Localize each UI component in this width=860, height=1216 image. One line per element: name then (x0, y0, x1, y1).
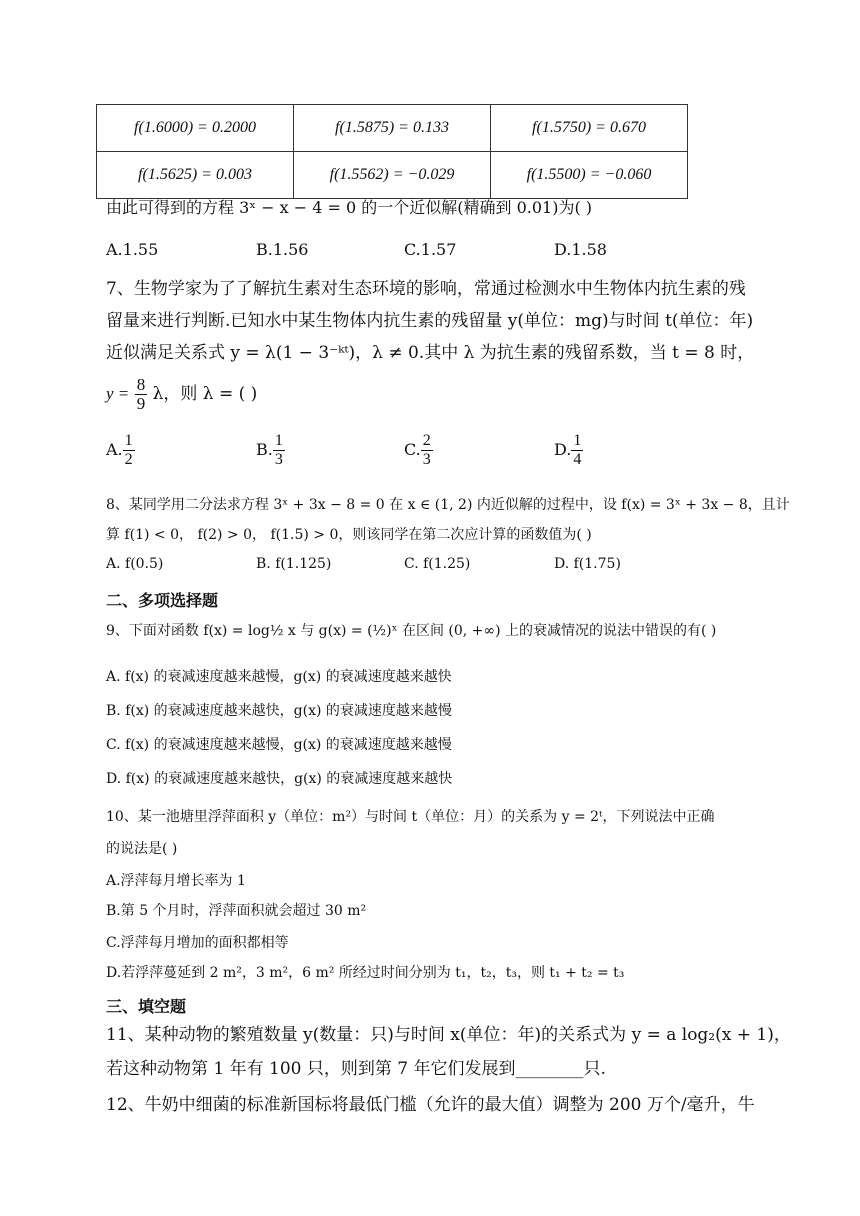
q10-option-b: B.第 5 个月时，浮萍面积就会超过 30 m² (106, 903, 367, 919)
value-table (96, 104, 688, 199)
q8-line-1: 8、某同学用二分法求方程 3ˣ + 3x − 8 = 0 在 x ∈ (1, 2) 内近似解的过程中，设 f(x) = 3ˣ + 3x − 8，且计 (106, 497, 790, 513)
q9-option-c: C. f(x) 的衰减速度越来越慢，g(x) 的衰减速度越来越慢 (106, 737, 452, 753)
fraction-numerator: 1 (274, 432, 283, 449)
q7-option-a (106, 432, 135, 469)
q7-y-eq: y = (106, 384, 130, 403)
option-letter: A. (106, 440, 123, 459)
option-letter: C. (404, 440, 421, 459)
table-row (97, 105, 688, 152)
q6-option-d: D.1.58 (554, 240, 607, 259)
section-heading-fill-blank: 三、填空题 (106, 997, 187, 1016)
q7-line-1: 7、生物学家为了了解抗生素对生态环境的影响，常通过检测水中生物体内抗生素的残 (106, 279, 746, 299)
table-cell: f(1.5875) = 0.133 (294, 105, 491, 152)
q8-option-d: D. f(1.75) (554, 556, 621, 572)
q9-option-d: D. f(x) 的衰减速度越来越快，g(x) 的衰减速度越来越快 (106, 771, 453, 787)
q7-line-2: 留量来进行判断.已知水中某生物体内抗生素的残留量 y(单位：mg)与时间 t(单位：年) (106, 311, 754, 331)
table-row (97, 152, 688, 199)
fraction-numerator: 2 (422, 432, 431, 449)
fraction-numerator: 1 (124, 432, 133, 449)
option-fraction (123, 432, 135, 469)
q9-option-a: A. f(x) 的衰减速度越来越慢，g(x) 的衰减速度越来越快 (106, 669, 452, 685)
q6-stem: 由此可得到的方程 3ˣ − x − 4 = 0 的一个近似解(精确到 0.01)为( ) (106, 198, 593, 217)
q11-line-1: 11、某种动物的繁殖数量 y(数量：只)与时间 x(单位：年)的关系式为 y = a log₂(x + 1)， (106, 1025, 791, 1045)
q10-option-a: A.浮萍每月增长率为 1 (106, 873, 246, 889)
table-cell: f(1.5562) = −0.029 (294, 152, 491, 199)
q7-line-3: 近似满足关系式 y = λ(1 − 3⁻ᵏᵗ)，λ ≠ 0.其中 λ 为抗生素的残留系数，当 t = 8 时， (106, 343, 755, 363)
fraction-denominator: 4 (573, 451, 582, 468)
q9-stem: 9、下面对函数 f(x) = log½ x 与 g(x) = (½)ˣ 在区间 (0, +∞) 上的衰减情况的说法中错误的有( ) (106, 623, 717, 639)
q9-option-b: B. f(x) 的衰减速度越来越快，g(x) 的衰减速度越来越慢 (106, 703, 452, 719)
option-fraction (421, 432, 433, 469)
q7-option-d (554, 432, 583, 469)
q10-line-1: 10、某一池塘里浮萍面积 y（单位：m²）与时间 t（单位：月）的关系为 y = 2ᵗ，下列说法中正确 (106, 809, 715, 825)
option-letter: B. (256, 440, 273, 459)
q7-y-fraction (135, 376, 148, 413)
table-cell: f(1.5750) = 0.670 (491, 105, 688, 152)
fraction-denominator: 3 (274, 451, 283, 468)
fraction-denominator: 9 (136, 394, 146, 413)
option-fraction (571, 432, 583, 469)
q8-option-b: B. f(1.125) (256, 556, 332, 572)
option-fraction (273, 432, 285, 469)
fraction-denominator: 3 (422, 451, 431, 468)
q7-line-4-post: λ，则 λ = ( ) (152, 384, 258, 404)
q6-option-c: C.1.57 (404, 240, 457, 259)
option-letter: D. (554, 440, 572, 459)
q12-line-1: 12、牛奶中细菌的标准新国标将最低门槛（允许的最大值）调整为 200 万个/毫升，牛 (106, 1095, 755, 1115)
section-heading-multi-choice: 二、多项选择题 (106, 591, 219, 610)
q7-option-c (404, 432, 433, 469)
q8-option-a: A. f(0.5) (106, 556, 164, 572)
q7-option-b (256, 432, 285, 469)
q6-option-a: A.1.55 (106, 240, 159, 259)
q8-option-c: C. f(1.25) (404, 556, 471, 572)
fraction-denominator: 2 (124, 451, 133, 468)
fraction-numerator: 1 (573, 432, 582, 449)
q8-line-2: 算 f(1) < 0， f(2) > 0， f(1.5) > 0，则该同学在第二次应计算的函数值为( ) (106, 527, 592, 543)
table-cell: f(1.5500) = −0.060 (491, 152, 688, 199)
q10-option-d: D.若浮萍蔓延到 2 m²，3 m²，6 m² 所经过时间分别为 t₁，t₂，t₃，则 t₁ + t₂ = t₃ (106, 965, 625, 981)
table-cell: f(1.5625) = 0.003 (97, 152, 294, 199)
q11-line-2: 若这种动物第 1 年有 100 只，则到第 7 年它们发展到________只. (106, 1059, 606, 1079)
fraction-numerator: 8 (136, 375, 146, 394)
table-cell: f(1.6000) = 0.2000 (97, 105, 294, 152)
q10-option-c: C.浮萍每月增加的面积都相等 (106, 935, 289, 951)
q10-line-2: 的说法是( ) (106, 841, 178, 857)
q7-line-4 (106, 376, 257, 413)
q6-option-b: B.1.56 (256, 240, 309, 259)
